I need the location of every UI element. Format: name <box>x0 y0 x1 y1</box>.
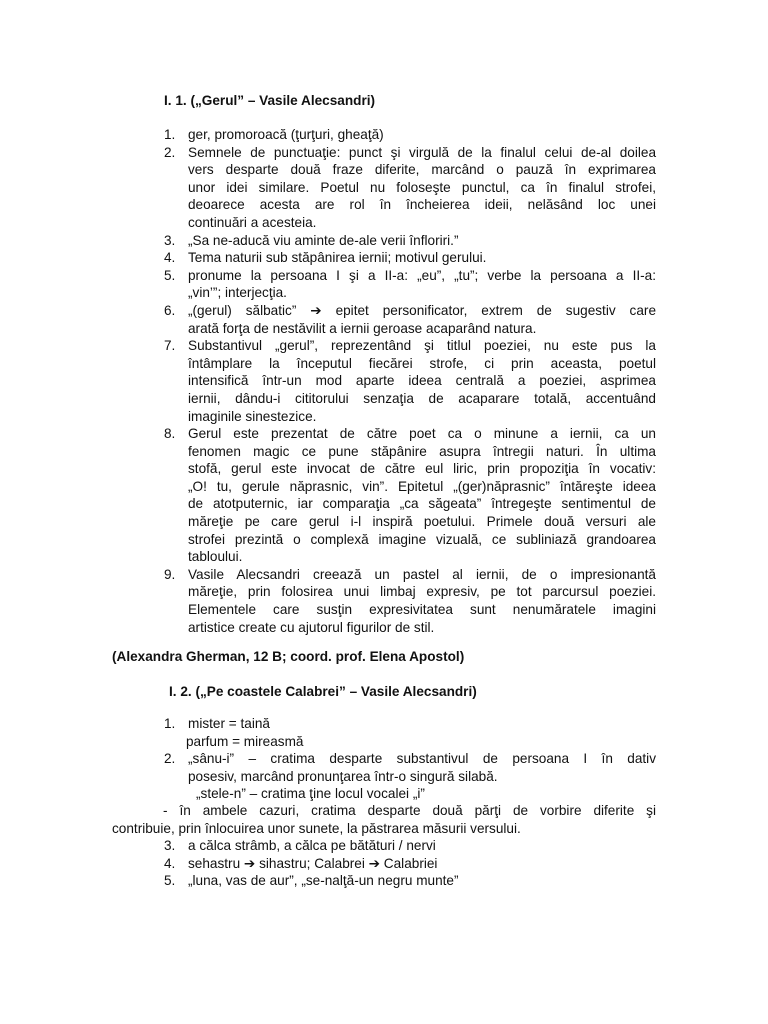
item-line: „O! tu, gerule năprasnic, vin”. Epitetul „(ger)năprasnic” întăreşte ideea <box>188 478 656 494</box>
section2-heading: I. 2. („Pe coastele Calabrei” – Vasile Alecsandri) <box>169 684 477 699</box>
item-number: 4. <box>164 250 176 266</box>
list-item <box>164 249 656 267</box>
list-item <box>164 144 656 232</box>
item-line: posesiv, marcând pronunţarea într-o singură silabă. <box>188 768 498 784</box>
item-line: parfum = mireasmă <box>186 733 304 749</box>
item-line: „vin’”; interjecţia. <box>188 285 287 301</box>
list-item <box>164 302 656 337</box>
item-line: întâmplare la începutul fiecărei strofe, ci prin aceasta, poetul <box>188 355 656 371</box>
item-line: Elementele care susţin expresivitatea sunt nenumăratele imagini <box>188 602 656 618</box>
item-line: ger, promoroacă (ţurţuri, gheaţă) <box>188 127 384 142</box>
list-item <box>164 126 656 144</box>
section1-heading: I. 1. („Gerul” – Vasile Alecsandri) <box>164 93 376 108</box>
item-line: „sânu-i” – cratima desparte substantivul de persoana I în dativ <box>188 751 656 767</box>
item-line: măreţie, prin folosirea unui limbaj expresiv, pe tot parcursul poeziei. <box>188 584 656 600</box>
item-number: 2. <box>164 751 176 767</box>
section1-list <box>164 126 656 636</box>
item-number: 7. <box>164 338 176 354</box>
item-number: 1. <box>164 716 176 731</box>
section2-list-continued <box>164 837 656 890</box>
list-item <box>164 750 656 803</box>
item-line: „stele-n” – cratima ţine locul vocalei „i” <box>196 786 425 802</box>
item-line: pronume la persoana I şi a II-a: „eu”, „tu”; verbe la persoana a II-a: <box>188 267 656 283</box>
note-line: - în ambele cazuri, cratima desparte două părţi de vorbire diferite şi <box>163 803 656 818</box>
item-line: iernii, dându-i cititorului senzaţia de acaparare totală, accentuând <box>188 390 656 406</box>
item-line: deoarece acesta are rol în încheierea ideii, nelăsând loc unei <box>188 197 656 213</box>
list-item <box>164 837 656 855</box>
item-line: Semnele de punctuaţie: punct şi virgulă de la finalul celui de-al doilea <box>188 144 656 160</box>
item-line: strofei prezintă o complexă imagine vizuală, ce subliniază grandoarea <box>188 531 656 547</box>
item-line: unor idei similare. Poetul nu foloseşte punctul, ca în finalul strofei, <box>188 179 656 195</box>
item-number: 2. <box>164 144 176 160</box>
list-item <box>164 337 656 425</box>
item-line: intensifică într-un mod aparte ideea centrală a poeziei, asprimea <box>188 373 656 389</box>
item-number: 1. <box>164 127 176 142</box>
item-line: stofă, gerul este invocat de către eul liric, prin propoziţia în vocativ: <box>188 461 656 477</box>
item-line: a călca strâmb, a călca pe bătături / nervi <box>188 838 436 853</box>
list-item <box>164 425 656 566</box>
item-line: Gerul este prezentat de către poet ca o minune a iernii, ca un <box>188 426 656 442</box>
item-number: 3. <box>164 838 176 853</box>
item-line: Vasile Alecsandri creează un pastel al iernii, de o impresionantă <box>188 566 656 582</box>
item-line: „(gerul) sălbatic” ➔ epitet personificator, extrem de sugestiv care <box>188 302 656 318</box>
item-line: „Sa ne-aducă viu aminte de-ale verii înfloriri.” <box>188 232 459 248</box>
section2-note <box>112 802 656 837</box>
section2-list <box>164 715 656 803</box>
item-line: tabloului. <box>188 549 243 565</box>
item-number: 5. <box>164 267 176 283</box>
item-line: fenomen magic ce pune stăpânire asupra întregii naturi. În ultima <box>188 443 656 459</box>
item-line: imaginile sinestezice. <box>188 408 317 424</box>
item-line: arată forţa de nestăvilit a iernii geroase acaparând natura. <box>188 320 537 336</box>
item-number: 8. <box>164 426 176 442</box>
list-item <box>164 855 656 873</box>
item-number: 9. <box>164 566 176 582</box>
list-item <box>164 872 656 890</box>
list-item <box>164 232 656 250</box>
list-item <box>164 267 656 302</box>
author-credit: (Alexandra Gherman, 12 B; coord. prof. Elena Apostol) <box>112 649 465 664</box>
item-line: Tema naturii sub stăpânirea iernii; motivul gerului. <box>188 250 487 266</box>
item-line: artistice create cu ajutorul figurilor de stil. <box>188 619 435 635</box>
item-line: sehastru ➔ sihastru; Calabrei ➔ Calabriei <box>188 855 438 871</box>
item-line: vers desparte două fraze diferite, marcând o pauză în exprimarea <box>188 162 656 178</box>
item-line: mister = taină <box>188 716 270 731</box>
item-number: 6. <box>164 302 176 318</box>
item-line: continuări a acesteia. <box>188 214 317 230</box>
item-line: măreţie pe care gerul i-l inspiră poetului. Primele două versuri ale <box>188 514 656 530</box>
item-number: 4. <box>164 855 176 871</box>
item-line: „luna, vas de aur”, „se-nalţă-un negru munte” <box>188 873 459 889</box>
item-line: de atotputernic, iar comparaţia „ca săgeata” întregeşte sentimentul de <box>188 496 656 512</box>
note-line: contribuie, prin înlocuirea unor sunete, la păstrarea măsurii versului. <box>112 820 521 836</box>
item-number: 3. <box>164 232 176 248</box>
item-line: Substantivul „gerul”, reprezentând şi titlul poeziei, nu este pus la <box>188 338 656 354</box>
item-number: 5. <box>164 873 176 889</box>
list-item <box>164 715 656 750</box>
list-item <box>164 566 656 636</box>
